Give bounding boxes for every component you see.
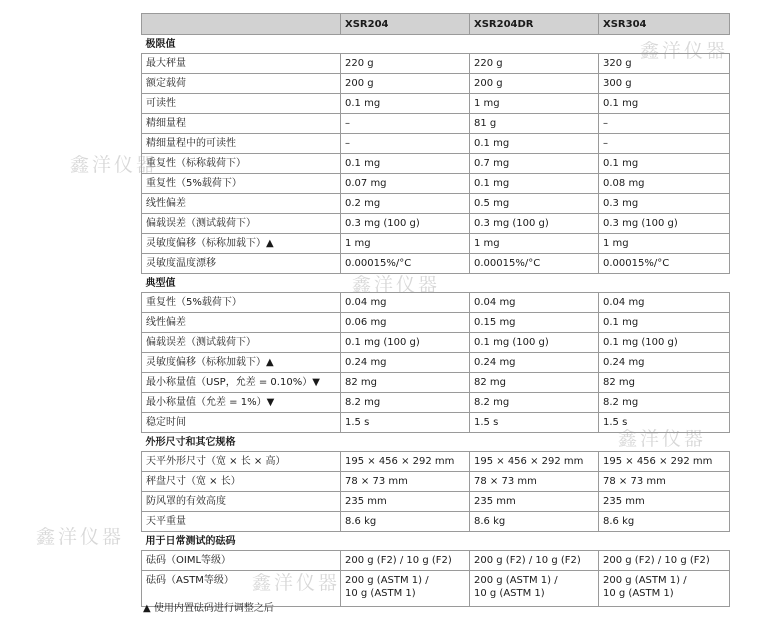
watermark: 鑫洋仪器 bbox=[618, 428, 707, 450]
watermark: 鑫洋仪器 bbox=[36, 526, 125, 548]
spec-value-cell: 78 × 73 mm bbox=[599, 472, 730, 492]
spec-value-cell: 81 g bbox=[470, 114, 599, 134]
table-row bbox=[142, 293, 730, 313]
spec-value-cell: 300 g bbox=[599, 74, 730, 94]
spec-label-cell: 重复性（标称载荷下） bbox=[142, 154, 341, 174]
spec-value-cell: 200 g (F2) / 10 g (F2) bbox=[341, 551, 470, 571]
table-row bbox=[142, 74, 730, 94]
table-row bbox=[142, 134, 730, 154]
table-row bbox=[142, 254, 730, 274]
spec-value-cell: 1 mg bbox=[470, 94, 599, 114]
header-model-xsr304: XSR304 bbox=[599, 14, 730, 35]
spec-label-cell: 天平重量 bbox=[142, 512, 341, 532]
section-title: 极限值 bbox=[142, 35, 730, 54]
spec-label-cell: 精细量程中的可读性 bbox=[142, 134, 341, 154]
spec-value-cell: 200 g bbox=[341, 74, 470, 94]
spec-value-cell: 200 g (ASTM 1) / 10 g (ASTM 1) bbox=[599, 571, 730, 607]
watermark: 鑫洋仪器 bbox=[640, 40, 729, 62]
spec-value-cell: 82 mg bbox=[341, 373, 470, 393]
spec-value-cell: 200 g (F2) / 10 g (F2) bbox=[599, 551, 730, 571]
table-row bbox=[142, 234, 730, 254]
spec-label-cell: 灵敏度偏移（标称加载下）▲ bbox=[142, 234, 341, 254]
spec-label-cell: 防风罩的有效高度 bbox=[142, 492, 341, 512]
table-header-row bbox=[142, 14, 730, 35]
spec-table bbox=[141, 13, 730, 607]
spec-label-cell: 天平外形尺寸（宽 × 长 × 高） bbox=[142, 452, 341, 472]
spec-label-cell: 重复性（5%载荷下） bbox=[142, 174, 341, 194]
spec-value-cell: 0.1 mg (100 g) bbox=[470, 333, 599, 353]
watermark: 鑫洋仪器 bbox=[70, 154, 159, 176]
table-row bbox=[142, 551, 730, 571]
spec-value-cell: 8.6 kg bbox=[341, 512, 470, 532]
spec-value-cell: – bbox=[341, 134, 470, 154]
spec-value-cell: 195 × 456 × 292 mm bbox=[599, 452, 730, 472]
spec-value-cell: 0.04 mg bbox=[470, 293, 599, 313]
spec-value-cell: 0.24 mg bbox=[341, 353, 470, 373]
spec-label-cell: 额定载荷 bbox=[142, 74, 341, 94]
spec-value-cell: 0.08 mg bbox=[599, 174, 730, 194]
header-label-cell bbox=[142, 14, 341, 35]
table-row bbox=[142, 472, 730, 492]
spec-value-cell: 320 g bbox=[599, 54, 730, 74]
table-row bbox=[142, 154, 730, 174]
spec-value-cell: 0.06 mg bbox=[341, 313, 470, 333]
spec-label-cell: 线性偏差 bbox=[142, 194, 341, 214]
spec-value-cell: 0.3 mg (100 g) bbox=[341, 214, 470, 234]
watermark: 鑫洋仪器 bbox=[252, 572, 341, 594]
spec-value-cell: 78 × 73 mm bbox=[470, 472, 599, 492]
table-row bbox=[142, 452, 730, 472]
spec-value-cell: 0.1 mg bbox=[341, 154, 470, 174]
header-model-xsr204dr: XSR204DR bbox=[470, 14, 599, 35]
table-row bbox=[142, 114, 730, 134]
spec-value-cell: 0.1 mg bbox=[599, 154, 730, 174]
spec-value-cell: 8.6 kg bbox=[599, 512, 730, 532]
watermark: 鑫洋仪器 bbox=[352, 274, 441, 296]
table-row bbox=[142, 54, 730, 74]
spec-value-cell: 0.00015%/°C bbox=[599, 254, 730, 274]
spec-value-cell: 0.1 mg bbox=[599, 313, 730, 333]
section-header-row bbox=[142, 35, 730, 54]
spec-value-cell: 1.5 s bbox=[599, 413, 730, 433]
spec-value-cell: 0.24 mg bbox=[599, 353, 730, 373]
spec-value-cell: 0.24 mg bbox=[470, 353, 599, 373]
spec-value-cell: 1.5 s bbox=[341, 413, 470, 433]
spec-value-cell: 220 g bbox=[470, 54, 599, 74]
spec-table-body bbox=[142, 35, 730, 607]
spec-label-cell: 精细量程 bbox=[142, 114, 341, 134]
spec-value-cell: 78 × 73 mm bbox=[341, 472, 470, 492]
spec-value-cell: 8.2 mg bbox=[470, 393, 599, 413]
footnote: ▲ 使用内置砝码进行调整之后 bbox=[143, 603, 274, 614]
section-header-row bbox=[142, 532, 730, 551]
spec-value-cell: 195 × 456 × 292 mm bbox=[341, 452, 470, 472]
spec-label-cell: 偏载误差（测试载荷下） bbox=[142, 214, 341, 234]
spec-value-cell: 1 mg bbox=[599, 234, 730, 254]
spec-label-cell: 秤盘尺寸（宽 × 长） bbox=[142, 472, 341, 492]
spec-value-cell: 0.2 mg bbox=[341, 194, 470, 214]
spec-value-cell: 8.2 mg bbox=[599, 393, 730, 413]
spec-value-cell: 0.04 mg bbox=[341, 293, 470, 313]
spec-label-cell: 稳定时间 bbox=[142, 413, 341, 433]
spec-label-cell: 重复性（5%载荷下） bbox=[142, 293, 341, 313]
header-model-xsr204: XSR204 bbox=[341, 14, 470, 35]
table-row bbox=[142, 313, 730, 333]
spec-value-cell: 0.00015%/°C bbox=[341, 254, 470, 274]
spec-label-cell: 偏载误差（测试载荷下） bbox=[142, 333, 341, 353]
table-row bbox=[142, 512, 730, 532]
spec-label-cell: 最小称量值（允差 = 1%）▼ bbox=[142, 393, 341, 413]
table-row bbox=[142, 373, 730, 393]
spec-value-cell: 0.00015%/°C bbox=[470, 254, 599, 274]
spec-value-cell: 0.3 mg (100 g) bbox=[470, 214, 599, 234]
spec-value-cell: 0.04 mg bbox=[599, 293, 730, 313]
spec-label-cell: 砝码（OIML等级） bbox=[142, 551, 341, 571]
spec-value-cell: 235 mm bbox=[470, 492, 599, 512]
spec-value-cell: 1.5 s bbox=[470, 413, 599, 433]
table-row bbox=[142, 194, 730, 214]
spec-value-cell: 195 × 456 × 292 mm bbox=[470, 452, 599, 472]
section-title: 典型值 bbox=[142, 274, 730, 293]
spec-label-cell: 最大秤量 bbox=[142, 54, 341, 74]
spec-value-cell: 0.1 mg bbox=[470, 134, 599, 154]
spec-label-cell: 砝码（ASTM等级） bbox=[142, 571, 341, 607]
spec-value-cell: 82 mg bbox=[470, 373, 599, 393]
spec-value-cell: 8.6 kg bbox=[470, 512, 599, 532]
spec-value-cell: 0.1 mg (100 g) bbox=[599, 333, 730, 353]
table-row bbox=[142, 333, 730, 353]
spec-value-cell: 82 mg bbox=[599, 373, 730, 393]
spec-value-cell: 200 g bbox=[470, 74, 599, 94]
spec-value-cell: 0.1 mg bbox=[470, 174, 599, 194]
spec-value-cell: 0.1 mg bbox=[599, 94, 730, 114]
spec-value-cell: 0.3 mg bbox=[599, 194, 730, 214]
spec-value-cell: 0.07 mg bbox=[341, 174, 470, 194]
spec-value-cell: – bbox=[341, 114, 470, 134]
spec-value-cell: 200 g (ASTM 1) / 10 g (ASTM 1) bbox=[470, 571, 599, 607]
spec-value-cell: 1 mg bbox=[341, 234, 470, 254]
spec-value-cell: 8.2 mg bbox=[341, 393, 470, 413]
spec-label-cell: 线性偏差 bbox=[142, 313, 341, 333]
spec-label-cell: 可读性 bbox=[142, 94, 341, 114]
spec-value-cell: 220 g bbox=[341, 54, 470, 74]
spec-value-cell: 0.1 mg (100 g) bbox=[341, 333, 470, 353]
spec-value-cell: – bbox=[599, 114, 730, 134]
spec-value-cell: 200 g (ASTM 1) / 10 g (ASTM 1) bbox=[341, 571, 470, 607]
section-header-row bbox=[142, 433, 730, 452]
section-title: 外形尺寸和其它规格 bbox=[142, 433, 730, 452]
table-row bbox=[142, 353, 730, 373]
table-row bbox=[142, 94, 730, 114]
spec-value-cell: 235 mm bbox=[599, 492, 730, 512]
spec-label-cell: 灵敏度温度漂移 bbox=[142, 254, 341, 274]
spec-value-cell: 0.1 mg bbox=[341, 94, 470, 114]
spec-label-cell: 最小称量值（USP，允差 = 0.10%）▼ bbox=[142, 373, 341, 393]
spec-value-cell: 0.7 mg bbox=[470, 154, 599, 174]
spec-value-cell: 0.5 mg bbox=[470, 194, 599, 214]
section-title: 用于日常测试的砝码 bbox=[142, 532, 730, 551]
table-row bbox=[142, 174, 730, 194]
spec-label-cell: 灵敏度偏移（标称加载下）▲ bbox=[142, 353, 341, 373]
spec-value-cell: 200 g (F2) / 10 g (F2) bbox=[470, 551, 599, 571]
table-row bbox=[142, 492, 730, 512]
spec-value-cell: 235 mm bbox=[341, 492, 470, 512]
table-row bbox=[142, 413, 730, 433]
table-row bbox=[142, 393, 730, 413]
spec-value-cell: 0.3 mg (100 g) bbox=[599, 214, 730, 234]
section-header-row bbox=[142, 274, 730, 293]
spec-value-cell: 1 mg bbox=[470, 234, 599, 254]
spec-value-cell: – bbox=[599, 134, 730, 154]
spec-value-cell: 0.15 mg bbox=[470, 313, 599, 333]
table-row bbox=[142, 214, 730, 234]
